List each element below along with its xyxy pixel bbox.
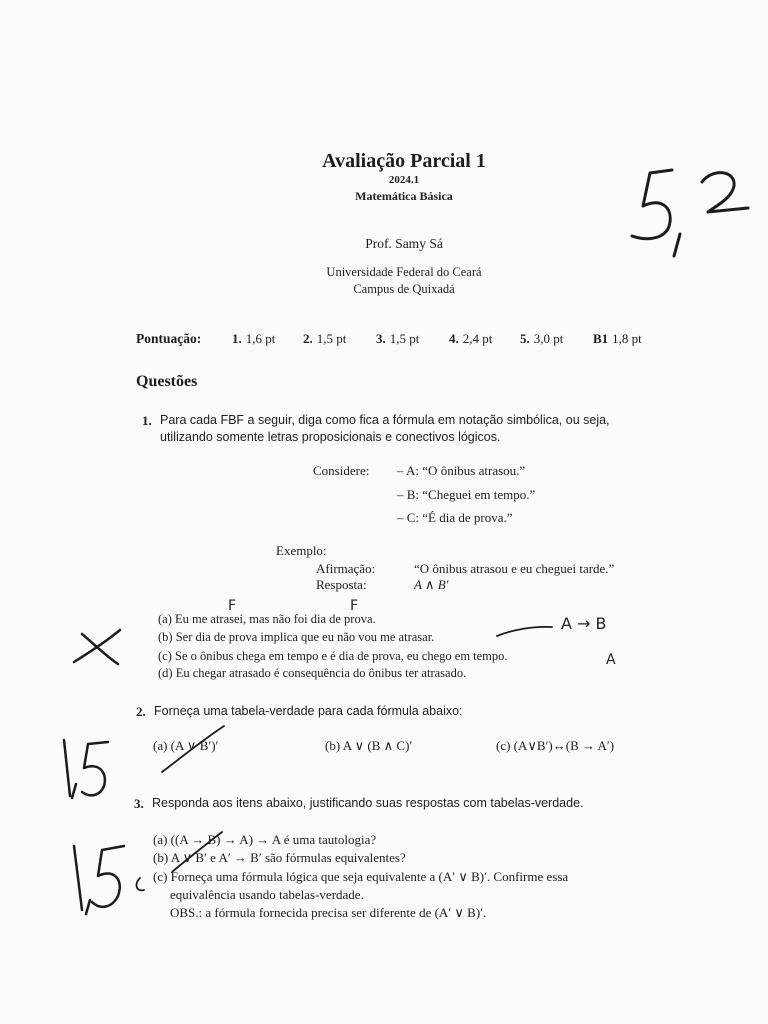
- q1-number: 1.: [142, 413, 152, 428]
- scoring-label: Pontuação:: [136, 331, 202, 346]
- consider-item: – C: “É dia de prova.”: [397, 510, 513, 525]
- arrow-scribble: [497, 627, 552, 636]
- q1-text: utilizando somente letras proposicionais e conectivos lógicos.: [160, 430, 501, 444]
- exam-year: 2024.1: [388, 174, 420, 186]
- q2-formula: (b) A ∨ (B ∧ C)′: [325, 738, 413, 753]
- score-item: 1. 1,6 pt: [232, 331, 276, 346]
- q3-item: (c) Forneça uma fórmula lógica que seja equivalente a (A′ ∨ B)′. Confirme essa: [153, 869, 569, 884]
- score-item: 3. 1,5 pt: [376, 331, 420, 346]
- q1-text: Para cada FBF a seguir, diga como fica a fórmula em notação simbólica, ou seja,: [160, 413, 610, 427]
- score-item: 4. 2,4 pt: [449, 331, 493, 346]
- q1-item: (d) Eu chegar atrasado é consequência do ônibus ter atrasado.: [158, 666, 467, 680]
- example-key: Resposta:: [316, 577, 367, 592]
- q3-item: OBS.: a fórmula fornecida precisa ser diferente de (A′ ∨ B)′.: [170, 905, 487, 920]
- exam-title: Avaliação Parcial 1: [322, 150, 486, 172]
- q1-item: (c) Se o ônibus chega em tempo e é dia de prova, eu chego em tempo.: [158, 649, 508, 663]
- consider-item: – A: “O ônibus atrasou.”: [397, 463, 526, 478]
- example-value: A ∧ B′: [414, 577, 449, 592]
- q3-item: (a) ((A → B) → A) → A é uma tautologia?: [153, 832, 377, 847]
- score-item: B1 1,8 pt: [593, 331, 642, 346]
- q1-item: (a) Eu me atrasei, mas não foi dia de prova.: [158, 612, 376, 626]
- q2-text: Forneça uma tabela-verdade para cada fórmula abaixo:: [154, 704, 463, 718]
- example-label: Exemplo:: [276, 543, 327, 558]
- q2-number: 2.: [136, 704, 146, 719]
- q3-score-handwritten: [74, 846, 124, 914]
- consider-item: – B: “Cheguei em tempo.”: [397, 487, 536, 502]
- q3-item: (b) A ∨ B′ e A′ → B′ são fórmulas equivalentes?: [153, 850, 406, 865]
- q1-cross-mark: [74, 630, 120, 664]
- check-mark: [137, 878, 144, 890]
- handwritten-note: A: [606, 652, 616, 668]
- course-name: Matemática Básica: [355, 189, 453, 203]
- q3-item: equivalência usando tabelas-verdade.: [170, 887, 364, 902]
- professor-name: Prof. Samy Sá: [365, 236, 443, 251]
- q2-formula: (a) (A ∨ B′)′: [153, 738, 219, 753]
- q1-item: (b) Ser dia de prova implica que eu não vou me atrasar.: [158, 630, 435, 644]
- score-item: 2. 1,5 pt: [303, 331, 347, 346]
- example-value: “O ônibus atrasou e eu cheguei tarde.”: [414, 561, 615, 576]
- handwritten-note: F: [228, 598, 237, 614]
- consider-label: Considere:: [313, 463, 370, 478]
- handwritten-note: F: [350, 598, 359, 614]
- q2-formula: (c) (A∨B′)↔(B → A′): [496, 738, 615, 753]
- q3-text: Responda aos itens abaixo, justificando suas respostas com tabelas-verdade.: [152, 796, 584, 810]
- q3-number: 3.: [134, 796, 144, 811]
- q2-score-handwritten: [64, 740, 108, 798]
- example-key: Afirmação:: [316, 561, 376, 576]
- handwritten-note: A → B: [561, 614, 607, 633]
- section-title: Questões: [136, 373, 198, 390]
- score-item: 5. 3,0 pt: [520, 331, 564, 346]
- campus-name: Campus de Quixadá: [353, 282, 455, 296]
- university-name: Universidade Federal do Ceará: [326, 265, 482, 279]
